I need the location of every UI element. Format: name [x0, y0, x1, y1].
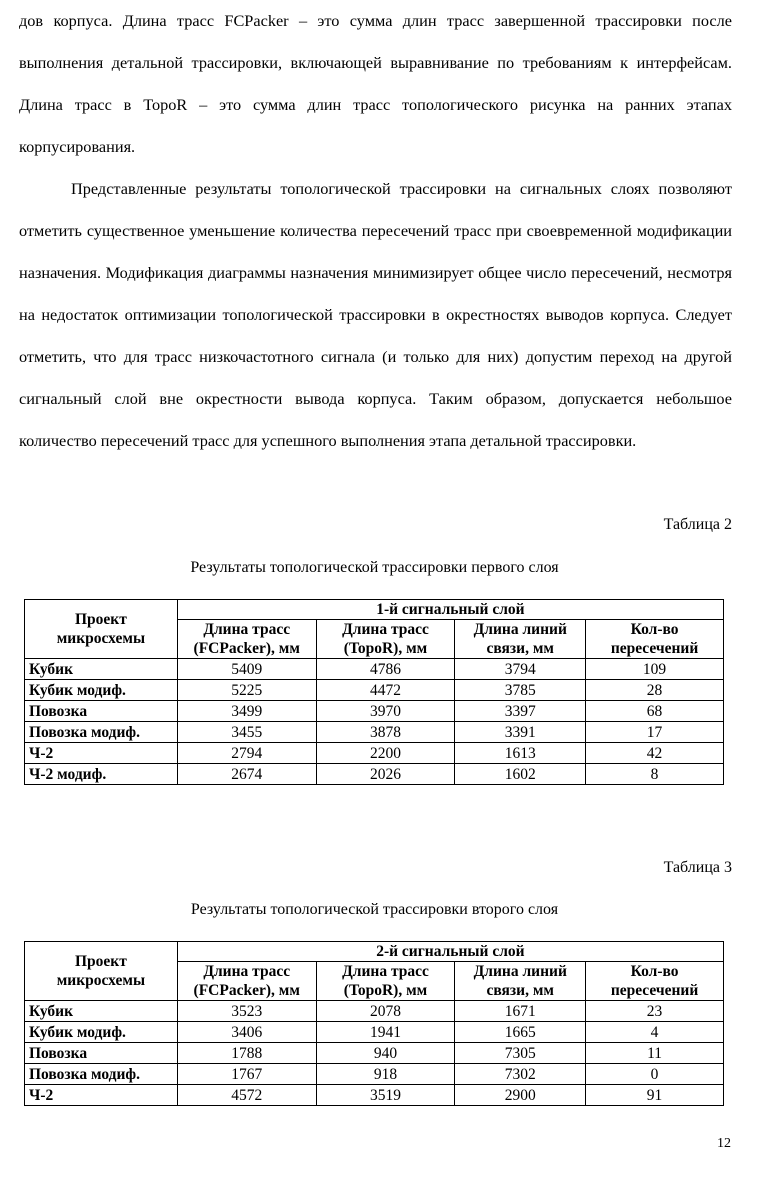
layer-group-header: 1-й сигнальный слой	[177, 600, 723, 620]
table2-number: Таблица 2	[663, 516, 732, 533]
fcpacker-length-cell: 3406	[177, 1022, 316, 1043]
fcpacker-length-cell: 3499	[177, 701, 316, 722]
project-name-cell: Повозка	[25, 1043, 178, 1064]
table-row	[25, 1064, 724, 1085]
crossings-cell: 8	[586, 764, 724, 785]
topor-length-cell: 4786	[316, 659, 455, 680]
link-length-cell: 2900	[455, 1085, 586, 1106]
link-length-cell: 3785	[455, 680, 586, 701]
crossings-cell: 17	[586, 722, 724, 743]
topor-length-cell: 2078	[316, 1001, 455, 1022]
col-crossings-header: Кол-во пересечений	[586, 962, 724, 1001]
crossings-cell: 109	[586, 659, 724, 680]
fcpacker-length-cell: 3523	[177, 1001, 316, 1022]
fcpacker-length-cell: 1788	[177, 1043, 316, 1064]
topor-length-cell: 1941	[316, 1022, 455, 1043]
fcpacker-length-cell: 4572	[177, 1085, 316, 1106]
project-name-cell: Кубик модиф.	[25, 1022, 178, 1043]
link-length-cell: 1671	[455, 1001, 586, 1022]
link-length-cell: 3397	[455, 701, 586, 722]
table-row	[25, 1001, 724, 1022]
link-length-cell: 7302	[455, 1064, 586, 1085]
crossings-cell: 0	[586, 1064, 724, 1085]
table-row	[25, 659, 724, 680]
table-row	[25, 722, 724, 743]
topor-length-cell: 4472	[316, 680, 455, 701]
project-name-cell: Кубик	[25, 1001, 178, 1022]
crossings-cell: 42	[586, 743, 724, 764]
topor-length-cell: 3970	[316, 701, 455, 722]
topor-length-cell: 940	[316, 1043, 455, 1064]
table-row	[25, 680, 724, 701]
topor-length-cell: 2026	[316, 764, 455, 785]
crossings-cell: 11	[586, 1043, 724, 1064]
link-length-cell: 7305	[455, 1043, 586, 1064]
table3-caption: Результаты топологической трассировки второго слоя	[190, 901, 559, 918]
col-links-header: Длина линий связи, мм	[455, 620, 586, 659]
link-length-cell: 3794	[455, 659, 586, 680]
table3	[24, 941, 724, 1106]
project-name-cell: Повозка	[25, 701, 178, 722]
paragraph-1: дов корпуса. Длина трасс FCPacker – это сумма длин трасс завершенной трассировки после выполнения детальной трассировки, включающей выравнивание по требованиям к интерфейсам. Длина трасс в TopoR – это сумма длин трасс топологического рисунка на ранних этапах корпусирования.	[19, 11, 732, 156]
fcpacker-length-cell: 5225	[177, 680, 316, 701]
crossings-cell: 68	[586, 701, 724, 722]
col-links-header: Длина линий связи, мм	[455, 962, 586, 1001]
table-row	[25, 1022, 724, 1043]
col-crossings-header: Кол-во пересечений	[586, 620, 724, 659]
project-name-cell: Ч-2	[25, 743, 178, 764]
project-name-cell: Кубик	[25, 659, 178, 680]
table2-caption: Результаты топологической трассировки первого слоя	[190, 559, 559, 576]
project-name-cell: Ч-2 модиф.	[25, 764, 178, 785]
topor-length-cell: 3878	[316, 722, 455, 743]
project-name-cell: Повозка модиф.	[25, 722, 178, 743]
table-row	[25, 743, 724, 764]
col-project-header: Проект микросхемы	[25, 942, 178, 1001]
paragraph-2: Представленные результаты топологической трассировки на сигнальных слоях позволяют отметить существенное уменьшение количества пересечений трасс при своевременной модификации назначения. Модификация диаграммы назначения минимизирует общее число пересечений, несмотря на недостаток оптимизации топологической трассировки в окрестностях выводов корпуса. Следует отметить, что для трасс низкочастотного сигнала (и только для них) допустим переход на другой сигнальный слой вне окрестности вывода корпуса. Таким образом, допускается небольшое количество пересечений трасс для успешного выполнения этапа детальной трассировки.	[19, 179, 732, 450]
col-project-header: Проект микросхемы	[25, 600, 178, 659]
link-length-cell: 3391	[455, 722, 586, 743]
crossings-cell: 28	[586, 680, 724, 701]
col-topor-header: Длина трасс (TopoR), мм	[316, 620, 455, 659]
table-row	[25, 764, 724, 785]
link-length-cell: 1665	[455, 1022, 586, 1043]
link-length-cell: 1602	[455, 764, 586, 785]
project-name-cell: Кубик модиф.	[25, 680, 178, 701]
crossings-cell: 23	[586, 1001, 724, 1022]
topor-length-cell: 918	[316, 1064, 455, 1085]
fcpacker-length-cell: 2794	[177, 743, 316, 764]
topor-length-cell: 3519	[316, 1085, 455, 1106]
layer-group-header: 2-й сигнальный слой	[177, 942, 723, 962]
crossings-cell: 91	[586, 1085, 724, 1106]
fcpacker-length-cell: 1767	[177, 1064, 316, 1085]
link-length-cell: 1613	[455, 743, 586, 764]
col-topor-header: Длина трасс (TopoR), мм	[316, 962, 455, 1001]
col-fcpacker-header: Длина трасс (FCPacker), мм	[177, 620, 316, 659]
fcpacker-length-cell: 2674	[177, 764, 316, 785]
project-name-cell: Повозка модиф.	[25, 1064, 178, 1085]
table-row	[25, 1043, 724, 1064]
fcpacker-length-cell: 3455	[177, 722, 316, 743]
page-number: 12	[717, 1136, 731, 1151]
col-fcpacker-header: Длина трасс (FCPacker), мм	[177, 962, 316, 1001]
project-name-cell: Ч-2	[25, 1085, 178, 1106]
table-row	[25, 1085, 724, 1106]
fcpacker-length-cell: 5409	[177, 659, 316, 680]
table2	[24, 599, 724, 785]
topor-length-cell: 2200	[316, 743, 455, 764]
table-row	[25, 701, 724, 722]
crossings-cell: 4	[586, 1022, 724, 1043]
table3-number: Таблица 3	[663, 859, 732, 876]
